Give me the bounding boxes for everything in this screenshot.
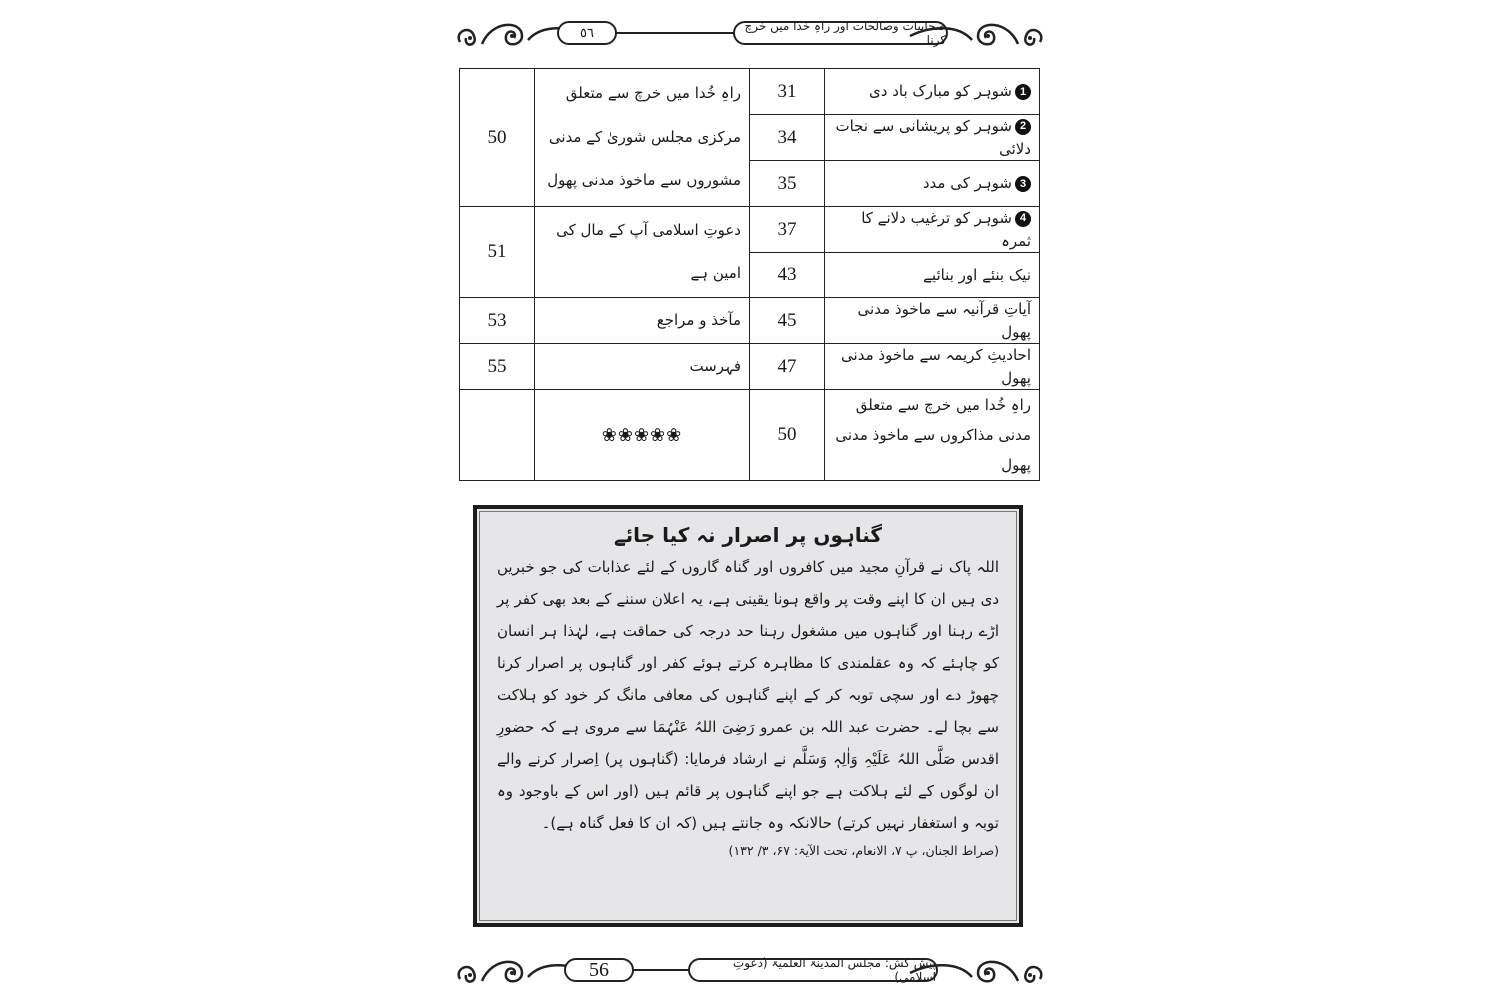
passage-box	[473, 505, 1023, 927]
table-row	[460, 69, 1040, 115]
header-page-number: ٥٦	[557, 21, 617, 45]
entry-title-cell: 2شوہر کو پریشانی سے نجات دلائی	[825, 115, 1040, 161]
table-row	[460, 207, 1040, 253]
entry-title-cell: راہِ خُدا میں خرچ سے متعلق مدنی مذاکروں سے ماخوذ مدنی پھول	[825, 390, 1040, 481]
circled-number-icon: 2	[1015, 119, 1031, 135]
entry-title-cell: راہِ خُدا میں خرچ سے متعلق مرکزی مجلس شوریٰ کے مدنی مشوروں سے ماخوذ مدنی پھول	[535, 69, 750, 207]
table-row	[460, 298, 1040, 344]
passage-body: اللہ پاک نے قرآنِ مجید میں کافروں اور گناہ گاروں کے لئے عذابات کی جو خبریں دی ہیں ان کا اپنے وقت پر واقع ہونا یقینی ہے، یہ اعلان سننے کے بعد بھی کفر پر اڑے رہنا اور گناہوں میں مشغول رہنا حد درجہ کی حماقت ہے، لہٰذا ہر انسان کو چاہئے کہ وہ عقلمندی کا مظاہرہ کرتے ہوئے کفر اور گناہوں پر اصرار کرنا چھوڑ دے اور سچی توبہ کر کے اپنے گناہوں کی معافی مانگ کر خود کو ہلاکت سے بچا لے۔ حضرت عبد اللہ بن عمرو رَضِیَ اللہُ عَنْہُمَا سے مروی ہے کہ حضورِ اقدس صَلَّی اللہُ عَلَیْہِ وَاٰلِہٖ وَسَلَّم نے ارشاد فرمایا: (گناہوں پر) اِصرار کرنے والے ان لوگوں کے لئے ہلاکت ہے جو اپنے گناہوں پر قائم ہیں (اور اس کے باوجود وہ توبہ و استغفار نہیں کرتے) حالانکہ وہ جانتے ہیں (کہ ان کا فعل گناہ ہے)۔	[497, 558, 999, 832]
circled-number-icon: 4	[1015, 211, 1031, 227]
page-number-cell: 47	[750, 344, 825, 390]
flower-divider-icon: ❀❀❀❀❀	[535, 390, 750, 481]
passage-heading: گناہوں پر اصرار نہ کیا جائے	[613, 523, 883, 547]
page-header	[452, 10, 1048, 56]
contents-table	[459, 68, 1040, 481]
ornament-swirl-icon	[908, 14, 1048, 54]
page-number-cell	[460, 390, 535, 481]
page-number-cell: 50	[750, 390, 825, 481]
page-number-cell: 37	[750, 207, 825, 253]
table-row	[460, 344, 1040, 390]
entry-title-cell: احادیثِ کریمہ سے ماخوذ مدنی پھول	[825, 344, 1040, 390]
header-book-title: صحابیات وصالحات اور راہِ خدا میں خرچ کرنا	[733, 21, 948, 45]
entry-title-cell: فہرست	[535, 344, 750, 390]
passage-reference: (صراط الجنان، پ ۷، الانعام، تحت الآیۃ: ۶۷، ۳/ ۱۳۲)	[728, 843, 999, 858]
footer-page-number: 56	[564, 958, 634, 982]
ornament-swirl-icon	[908, 951, 1048, 991]
page-number-cell: 43	[750, 253, 825, 298]
entry-title-cell: 1شوہر کو مبارک باد دی	[825, 69, 1040, 115]
page-number-cell: 35	[750, 161, 825, 207]
page-number-cell: 55	[460, 344, 535, 390]
entry-title-cell: 3شوہر کی مدد	[825, 161, 1040, 207]
page-number-cell: 53	[460, 298, 535, 344]
entry-title-cell: آیاتِ قرآنیہ سے ماخوذ مدنی پھول	[825, 298, 1040, 344]
page-number-cell: 45	[750, 298, 825, 344]
entry-title-cell: 4شوہر کو ترغیب دلانے کا ثمرہ	[825, 207, 1040, 253]
circled-number-icon: 3	[1015, 176, 1031, 192]
entry-title-cell: نیک بنئے اور بنائیے	[825, 253, 1040, 298]
entry-title-cell: مآخذ و مراجع	[535, 298, 750, 344]
footer-publisher: پیش کش: مجلس المدینۃ العلمیۃ (دعوتِ اسلامی)	[688, 958, 938, 982]
page-number-cell: 50	[460, 69, 535, 207]
page-footer	[452, 947, 1048, 993]
table-row	[460, 390, 1040, 481]
page-number-cell: 34	[750, 115, 825, 161]
page-number-cell: 31	[750, 69, 825, 115]
page-number-cell: 51	[460, 207, 535, 298]
circled-number-icon: 1	[1015, 84, 1031, 100]
entry-title-cell: دعوتِ اسلامی آپ کے مال کی امین ہے	[535, 207, 750, 298]
